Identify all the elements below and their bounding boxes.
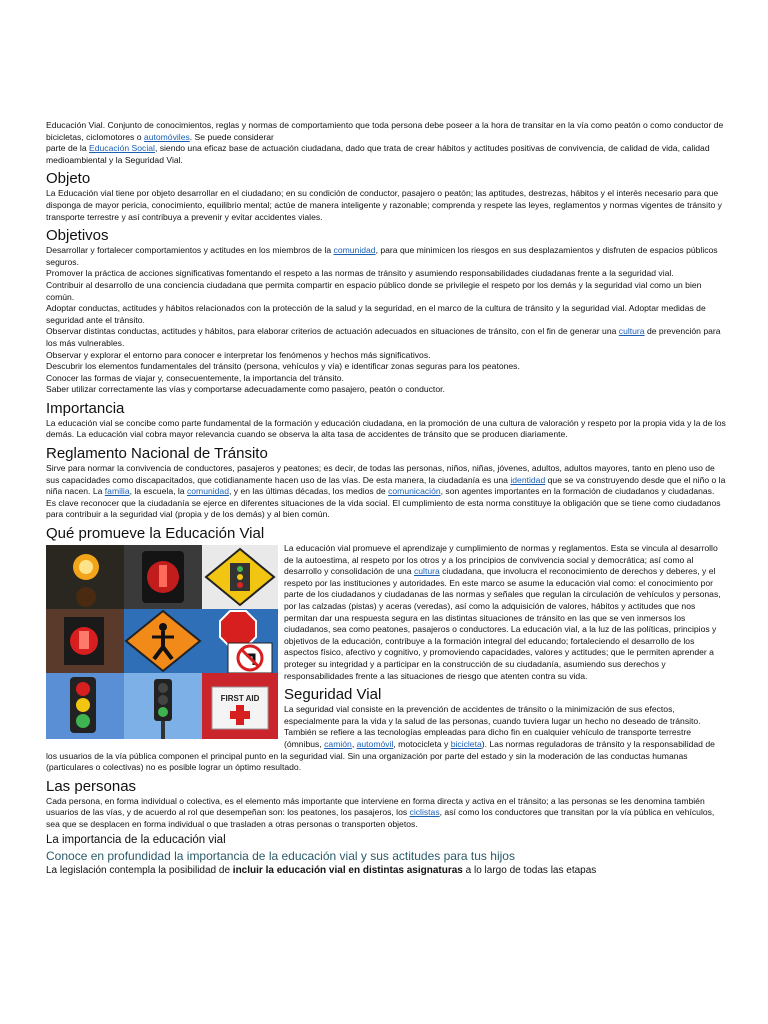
link-camion[interactable]: camión	[324, 738, 352, 749]
bold-text: incluir la educación vial en distintas asignaturas	[232, 864, 463, 876]
link-cultura[interactable]: cultura	[618, 326, 645, 337]
objetivo-item: Contribuir al desarrollo de una conciencia ciudadana que permita compartir en espacio público donde se privilegie el respeto por los demás y la seguridad vial como un bien común.	[46, 279, 702, 302]
text: , así como los conductores que transitan por la vía pública en vehículos, sea que se desplacen en forma individual o que trasladen a otras personas o transporten objetos.	[46, 807, 715, 829]
objetivo-item: Descubrir los elementos fundamentales del tránsito (persona, vehículos y vía) e identificar zonas seguras para los peatones.	[46, 361, 520, 372]
text: La educación vial promueve el aprendizaje y cumplimiento de normas y reglamentos. Esta se vincula al desarrollo de la autoestima, al respeto por los otros y a los principios de convivencia social y democrática; así como al desarrollo y consolidación de una	[284, 543, 718, 577]
heading-importancia: Importancia	[46, 399, 125, 417]
objetivo-item: Observar y explorar el entorno para conocer e interpretar los fenómenos y hechos más significativos.	[46, 349, 431, 360]
traffic-light-icon	[46, 673, 124, 739]
pedestrian-crossing-sign-icon	[124, 609, 202, 673]
reglamento-paragraph	[46, 463, 726, 521]
objeto-paragraph: La Educación vial tiene por objeto desarrollar en el ciudadano; en su condición de conductor, pasajero o peatón; las aptitudes, destrezas, hábitos y el interés necesario para que disponga de mayor pericia, conocimiento, equilibrio mental; actúe de manera inteligente y razonable; comprenda y respete las leyes, reglamentos y normas vigentes de tránsito y transporte terrestre y así contribuya a prevenir y evitar accidentes viales.	[46, 188, 722, 222]
objetivo-item: Adoptar conductas, actitudes y hábitos relacionados con la protección de la salud y la seguridad, en el marco de la cultura de tránsito y la seguridad vial. Adoptar medidas de seguridad ante el tránsito.	[46, 303, 706, 325]
warning-sign-icon	[202, 545, 278, 609]
text: Cada persona, en forma individual o colectiva, es el elemento más importante que interviene en forma directa y activa en el tránsito; a las personas se les denomina también usuarios de las vías, y de acuerdo al rol que desempeñan son: los peatones, los pasajeros, los	[46, 795, 705, 818]
text: , la escuela, la	[129, 486, 187, 497]
heading-que-promueve: Qué promueve la Educación Vial	[46, 525, 265, 543]
traffic-light-icon	[124, 673, 202, 739]
link-identidad[interactable]: identidad	[510, 474, 546, 485]
text: , para que minimicen los riesgos en sus desplazamientos y disfruten de espacios públicos seguros.	[46, 245, 718, 267]
stop-and-no-turn-signs-icon	[202, 609, 278, 673]
heading-objeto: Objeto	[46, 170, 91, 188]
text: ciudadana, que involucra el reconocimiento de derechos y deberes, y el respeto por las instituciones y autoridades. En este marco se asume la educación vial como: el conocimiento por parte de los ciudadanos y ciudadanas de las normas y señales que regulan la circulación de vehículos y personas, por las calzadas (pistas) y aceras (veredas), así como la adquisición de valores, hábitos y actitudes que nos permitan dar una respuesta segura en las distintas situaciones de tránsito en las que se ven inmersos los ciudadanos, sea como peatones, pasajeros o conductores. La educación vial, a la luz de las políticas, principios y objetivos de la educación, contribuye a la formación integral del educando; fortaleciendo el desarrollo de los aspectos físico, afectivo y cognitivo, y promoviendo capacidades, valores y actitudes; que le permiten aprender a proteger su integridad y a participar en la construcción de su ciudadanía, asumiendo sus derechos y responsabilidades frente a las situaciones de riesgo que atenten contra su vida.	[284, 566, 721, 681]
stop-hand-signal-icon	[46, 609, 124, 673]
pedestrian-signal-icon	[124, 545, 202, 609]
heading-importancia-educacion-vial: La importancia de la educación vial	[46, 833, 226, 846]
text: Desarrollar y fortalecer comportamientos y actitudes en los miembros de la	[46, 245, 334, 256]
text: . Se puede considerar	[189, 131, 274, 142]
text: , son agentes importantes en la formación de ciudadanos y ciudadanas. Es clave reconocer que la ciudadanía se ejerce en diferentes situaciones de la vida social. El cumplimiento de esta norma constituye la obligación que se tiene como ciudadanos para contribuir a la seguridad vial (propia y de los demás) y al bien común.	[46, 486, 721, 520]
objetivo-item: Conocer las formas de viajar y, consecuentemente, la importancia del tránsito.	[46, 372, 344, 383]
intro-paragraph	[46, 120, 726, 166]
subheading-conoce: Conoce en profundidad la importancia de la educación vial y sus actitudes para tus hijos	[46, 848, 515, 863]
objetivo-item	[46, 326, 726, 349]
link-educacion-social[interactable]: Educación Social	[89, 143, 155, 154]
objetivo-item: Saber utilizar correctamente las vías y comportarse adecuadamente como pasajero, peatón o conductor.	[46, 384, 445, 395]
heading-seguridad-vial: Seguridad Vial	[284, 686, 382, 704]
heading-las-personas: Las personas	[46, 777, 137, 795]
text: Sirve para normar la convivencia de conductores, pasajeros y peatones; es decir, de todas las personas, niños, niñas, jóvenes, adultos, adultos mayores, tanto en pleno uso de sus capacidades como discapacitados, que cotidianamente hacen uso de las vías. De esta manera, la ciudadanía es una	[46, 463, 715, 485]
first-aid-label: FIRST AID	[220, 694, 260, 704]
text: parte de la	[46, 143, 89, 154]
text: de prevención para los más vulnerables.	[46, 326, 721, 348]
link-comunidad[interactable]: comunidad	[186, 486, 229, 497]
legislacion-paragraph	[46, 864, 726, 877]
objetivo-item: Promover la práctica de acciones significativas fomentando el respeto a las normas de tránsito y asumiendo responsabilidades ciudadanas frente a la seguridad vial.	[46, 268, 674, 279]
traffic-light-icon	[46, 545, 124, 609]
link-bicicleta[interactable]: bicicleta	[450, 738, 482, 749]
traffic-light-icon	[46, 545, 124, 609]
text: Observar distintas conductas, actitudes y hábitos, para elaborar criterios de actuación adecuados en situaciones de tránsito, con el fin de generar una	[46, 326, 619, 337]
first-aid-kit-icon	[202, 673, 278, 739]
link-cultura[interactable]: cultura	[413, 566, 440, 577]
objetivo-item	[46, 245, 726, 268]
text: , siendo una eficaz base de actuación ciudadana, dado que trata de crear hábitos y actitudes positivas de convivencia, de calidad de vida, calidad medioambiental y la Seguridad Vial.	[46, 143, 710, 165]
heading-reglamento: Reglamento Nacional de Tránsito	[46, 445, 268, 463]
text: ). Las normas reguladoras de tránsito y la responsabilidad de los usuarios de la vía pública componen el principal punto en la seguridad vial. Sin una organización por parte del estado y sin la moderación de las conductas humanas (particulares o colectivas) no es posible lograr un óptimo resultado.	[46, 738, 715, 773]
text: , motocicleta y	[393, 738, 451, 749]
importancia-paragraph: La educación vial se concibe como parte fundamental de la formación y educación ciudadana, en la promoción de una cultura de valoración y respeto por la propia vida y la de los demás. La educación vial cobra mayor relevancia cuando se observa la alta tasa de accidentes de tránsito que se producen diariamente.	[46, 417, 726, 440]
link-automovil[interactable]: automóvil	[356, 738, 394, 749]
document-page	[46, 120, 726, 877]
personas-paragraph	[46, 796, 726, 831]
heading-objetivos: Objetivos	[46, 227, 109, 245]
link-familia[interactable]: familia	[104, 486, 130, 497]
link-comunidad[interactable]: comunidad	[333, 245, 376, 256]
text: ,	[351, 738, 357, 749]
traffic-signs-collage	[46, 545, 278, 739]
link-automoviles[interactable]: automóviles	[143, 131, 190, 142]
text: Educación Vial. Conjunto de conocimientos, reglas y normas de comportamiento que toda persona debe poseer a la hora de transitar en la vía como peatón o como conductor de bicicletas, ciclomotores o	[46, 120, 724, 142]
link-comunicacion[interactable]: comunicación	[388, 486, 441, 497]
text: La seguridad vial consiste en la prevención de accidentes de tránsito o la minimización de sus efectos, especialmente para la vida y la salud de las personas, cuando tuviera lugar un hecho no deseado de tránsito. También se refiere a las tecnologías empleadas para dicho fin en cualquier vehículo de transporte terrestre (ómnibus,	[284, 704, 701, 749]
text: , y en las últimas décadas, los medios de	[229, 486, 389, 497]
text: que se va construyendo desde que el niño o la niña nacen. La	[46, 474, 726, 497]
text: a lo largo de todas las etapas	[462, 864, 597, 876]
text: La legislación contempla la posibilidad de	[46, 864, 233, 876]
link-ciclistas[interactable]: ciclistas	[409, 807, 440, 818]
